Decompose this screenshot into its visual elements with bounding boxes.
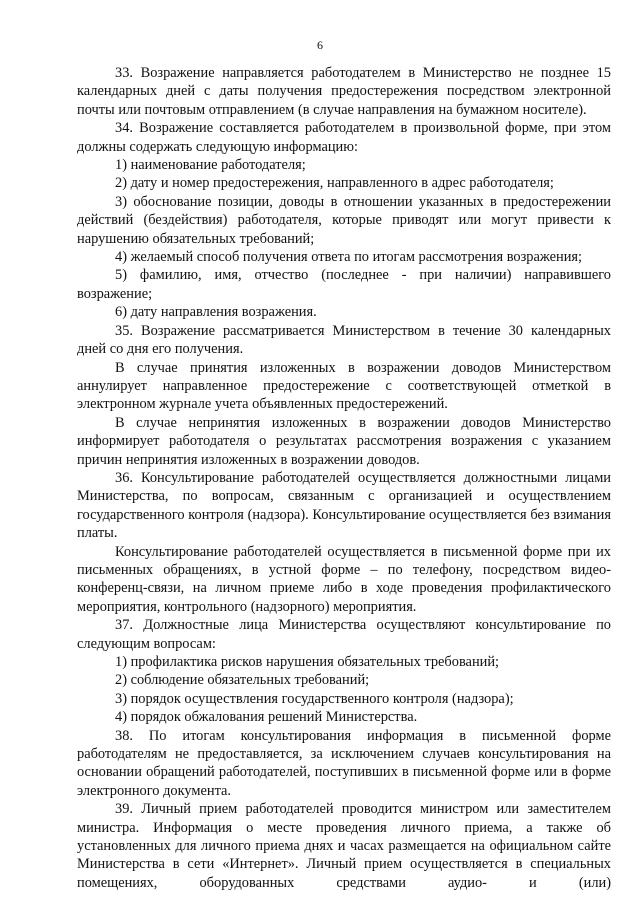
document-body [77,64,611,892]
list-item-34-1: 1) наименование работодателя; [115,157,306,174]
list-item-34-3: 3) обоснование позиции, доводы в отношении указанных в предостережении действий (бездействия) работодателя, которые приводят или могут привести к нарушению обязательных требований; [77,193,611,247]
list-item-37-4: 4) порядок обжалования решений Министерства. [115,709,418,726]
list-item-34-5: 5) фамилию, имя, отчество (последнее - при наличии) направившего возражение; [77,267,611,302]
paragraph-36-forms: Консультирование работодателей осуществляется в письменной форме при их письменных обращениях, в устной форме – по телефону, посредством видео-конференц-связи, на личном приеме либо в ходе проведения профилактического мероприятия, контрольного (надзорного) мероприятия. [77,543,611,615]
list-item-34-2: 2) дату и номер предостережения, направленного в адрес работодателя; [115,175,554,192]
list-item-37-2: 2) соблюдение обязательных требований; [115,672,370,689]
paragraph-35: 35. Возражение рассматривается Министерством в течение 30 календарных дней со дня его получения. [77,322,611,358]
page-number: 6 [317,38,323,52]
list-item-34-4: 4) желаемый способ получения ответа по итогам рассмотрения возражения; [115,249,583,266]
paragraph-36: 36. Консультирование работодателей осуществляется должностными лицами Министерства, по вопросам, связанным с организацией и осуществлением государственного контроля (надзора). Консультирование осуществляется без взимания платы. [77,469,611,542]
list-item-37-3: 3) порядок осуществления государственного контроля (надзора); [115,690,514,707]
paragraph-34: 34. Возражение составляется работодателем в произвольной форме, при этом должны содержать следующую информацию: [77,120,611,155]
paragraph-33: 33. Возражение направляется работодателем в Министерство не позднее 15 календарных дней с даты получения предостережения посредством электронной почты или почтовым отправлением (в случае направления на бумажном носителе). [77,65,611,118]
paragraph-38: 38. По итогам консультирования информация в письменной форме работодателям не предоставляется, за исключением случаев консультирования на основании обращений работодателей, поступивших в письменной форме или в форме электронного документа. [77,727,611,799]
paragraph-39: 39. Личный прием работодателей проводится министром или заместителем министра. Информация о месте проведения личного приема, а также об установленных для личного приема днях и часах размещается на официальном сайте Министерства в сети «Интернет». Личный прием осуществляется в специальных помещениях, оборудованных средствами аудио- и (или) [77,801,611,891]
list-item-37-1: 1) профилактика рисков нарушения обязательных требований; [115,654,500,670]
paragraph-35-reject: В случае непринятия изложенных в возражении доводов Министерство информирует работодателя о результатах рассмотрения возражения с указанием причин непринятия изложенных в возражении доводов. [77,414,611,468]
paragraph-35-accept: В случае принятия изложенных в возражении доводов Министерством аннулирует направленное предостережение с соответствующей отметкой в электронном журнале учета объявленных предостережений. [77,359,611,413]
list-item-34-6: 6) дату направления возражения. [115,304,317,321]
paragraph-37: 37. Должностные лица Министерства осуществляют консультирование по следующим вопросам: [77,617,611,652]
